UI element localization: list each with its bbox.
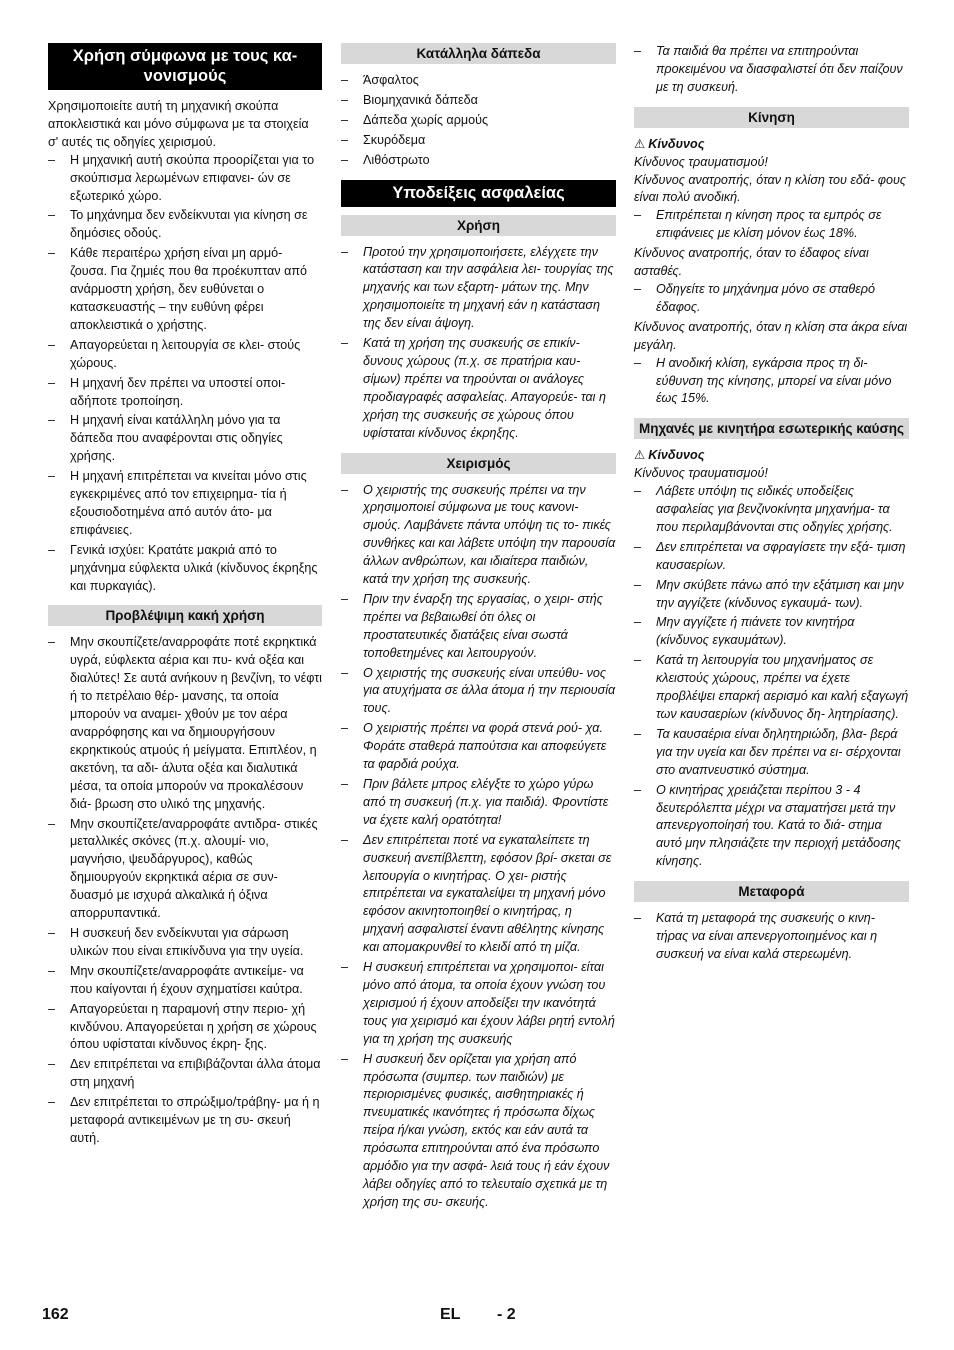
list-item: – Οδηγείτε το μηχάνημα μόνο σε σταθερό έδαφος. [634, 281, 909, 317]
intended-use-list [48, 152, 322, 596]
handling-list [341, 482, 616, 1212]
subsection-title-transport: Μεταφορά [634, 881, 909, 902]
list-item: – Γενικά ισχύει: Κρατάτε μακριά από το μηχάνημα εύφλεκτα υλικά (κίνδυνος έκρηξης και πυρκαγιάς). [48, 542, 322, 596]
list-item: – Δάπεδα χωρίς αρμούς [341, 112, 616, 130]
injury-warning: Κίνδυνος τραυματισμού! [634, 154, 768, 169]
list-item: – Άσφαλτος [341, 72, 616, 90]
list-item: – Μην σκουπίζετε/αναρροφάτε αντικείμε- να που καίγονται ή έχουν σχηματίσει καύτρα. [48, 963, 322, 999]
list-item: – Πριν βάλετε μπρος ελέγξτε το χώρο γύρω από τη συσκευή (π.χ. για παιδιά). Φροντίστε να έχετε καλή ορατότητα! [341, 776, 616, 830]
tip-paragraph: Κίνδυνος ανατροπής, όταν το έδαφος είναι ασταθές. [634, 246, 869, 279]
list-item: – Ο κινητήρας χρειάζεται περίπου 3 - 4 δευτερόλεπτα μέχρι να σταματήσει μετά την απενεργοποίησή του. Κατά το διά- στημα αυτό μην πλησιάζετε την περιοχή μετάδοσης κίνησης. [634, 782, 909, 872]
floors-list [341, 72, 616, 170]
list-item: – Τα καυσαέρια είναι δηλητηριώδη, βλα- βερά για την υγεία και δεν πρέπει να ει- σέρχονται στο αναπνευστικό σύστημα. [634, 726, 909, 780]
list-item: – Λιθόστρωτο [341, 152, 616, 170]
list-item: – Πριν την έναρξη της εργασίας, ο χειρι- στής πρέπει να βεβαιωθεί ότι όλες οι προστατευτικές διατάξεις είναι σωστά τοποθετημένες και λειτουργούν. [341, 591, 616, 663]
subsection-title-motion: Κίνηση [634, 107, 909, 128]
engine-list [634, 483, 909, 871]
subsection-title-floors: Κατάλληλα δάπεδα [341, 43, 616, 64]
list-item: – Σκυρόδεμα [341, 132, 616, 150]
list-item: – Απαγορεύεται η λειτουργία σε κλει- στούς χώρους. [48, 337, 322, 373]
list-item: – Ο χειριστής της συσκευής πρέπει να την χρησιμοποιεί σύμφωνα με τους κανονι- σμούς. Λαμβάνετε πάντα υπόψη τις το- πικές συνθήκες και και λάβετε υπόψη την παρουσία άλλων ανθρώπων, και ιδιαίτερα παιδιών, κατά την χρήση της συσκευής. [341, 482, 616, 589]
subsection-title-use: Χρήση [341, 215, 616, 236]
tip-paragraph: Κίνδυνος ανατροπής, όταν η κλίση του εδά- φους είναι πολύ ανοδική. [634, 172, 907, 205]
list-item: – Ο χειριστής της συσκευής είναι υπεύθυ- νος για ατυχήματα σε άλλα άτομα ή την περιουσία τους. [341, 665, 616, 719]
list-item: – Δεν επιτρέπεται το σπρώξιμο/τράβηγ- μα ή η μεταφορά αντικειμένων με τη συ- σκευή αυτή. [48, 1094, 322, 1148]
subsection-title-misuse: Προβλέψιμη κακή χρήση [48, 605, 322, 626]
list-item: – Το μηχάνημα δεν ενδείκνυται για κίνηση σε δημόσιες οδούς. [48, 207, 322, 243]
list-item: – Τα παιδιά θα πρέπει να επιτηρούνται προκειμένου να διασφαλιστεί ότι δεν παίζουν με τη συσκευή. [634, 43, 909, 97]
warning-triangle-icon: ⚠ [634, 136, 646, 151]
section-title-safety: Υποδείξεις ασφαλείας [341, 180, 616, 207]
children-list [634, 43, 909, 97]
list-item: – Η μηχανική αυτή σκούπα προορίζεται για το σκούπισμα λερωμένων επιφανει- ών σε εξωτερικό χώρο. [48, 152, 322, 206]
list-item: – Η ανοδική κλίση, εγκάρσια προς τη δι- εύθυνση της κίνησης, μπορεί να είναι μόνο έως 15%. [634, 355, 909, 409]
list-item: – Προτού την χρησιμοποιήσετε, ελέγχετε την κατάσταση και την ασφάλεια λει- τουργίας της μηχανής και των εξαρτη- μάτων της. Μην χρησιμοποιείτε τη μηχανή εάν η κατάσταση της δεν είναι άψογη. [341, 244, 616, 334]
list-item: – Κάθε περαιτέρω χρήση είναι μη αρμό- ζουσα. Για ζημιές που θα προέκυπταν από ανάρμοστη χρήση, δεν ευθύνεται ο κατασκευαστής – την ευθύνη φέρει αποκλειστικά ο χρήστης. [48, 245, 322, 335]
list-item: – Μην σκουπίζετε/αναρροφάτε αντιδρα- στικές μεταλλικές σκόνες (π.χ. αλουμί- νιο, μαγνήσιο, ψευδάργυρος), καθώς δημιουργούν εκρηκτικά αέρια σε συν- δυασμό με ισχυρά αλκαλικά ή όξινα απορρυπαντικά. [48, 816, 322, 923]
intro-paragraph: Χρησιμοποιείτε αυτή τη μηχανική σκούπα αποκλειστικά και μόνο σύμφωνα με τα στοιχεία σ' αυτές τις οδηγίες χειρισμού. [48, 99, 309, 149]
list-item: – Βιομηχανικά δάπεδα [341, 92, 616, 110]
list-item: – Απαγορεύεται η παραμονή στην περιο- χή κινδύνου. Απαγορεύεται η χρήση σε χώρους όπου υφίσταται κίνδυνος έκρη- ξης. [48, 1001, 322, 1055]
column-right [634, 43, 909, 966]
list-item: – Λάβετε υπόψη τις ειδικές υποδείξεις ασφαλείας για βενζινοκίνητα μηχανήμα- τα που περιλαμβάνονται στις οδηγίες χρήσης. [634, 483, 909, 537]
use-list [341, 244, 616, 443]
list-item: – Η συσκευή επιτρέπεται να χρησιμοποι- είται μόνο από άτομα, τα οποία έχουν γνώση του χειρισμού ή έχουν αποδείξει την ικανότητά τους για χειρισμό και έχουν λάβει ρητή εντολή για τη χρήση της συσκευής [341, 959, 616, 1049]
injury-warning: Κίνδυνος τραυματισμού! [634, 466, 768, 481]
list-item: – Επιτρέπεται η κίνηση προς τα εμπρός σε επιφάνειες με κλίση μόνον έως 18%. [634, 207, 909, 243]
list-item: – Ο χειριστής πρέπει να φορά στενά ρού- χα. Φοράτε σταθερά παπούτσια και αποφεύγετε τα φαρδιά ρούχα. [341, 720, 616, 774]
list-item: – Δεν επιτρέπεται να σφραγίσετε την εξά- τμιση καυσαερίων. [634, 539, 909, 575]
subsection-title-engines: Μηχανές με κινητήρα εσωτερικής καύσης [634, 418, 909, 439]
transport-list [634, 910, 909, 964]
list-item: – Κατά τη χρήση της συσκευής σε επικίν- δυνους χώρους (π.χ. σε πρατήρια καυ- σίμων) πρέπει να τηρούνται οι ανάλογες προδιαγραφές ασφαλείας. Απαγορεύε- ται η χρήση της συσκευής σε χώρους όπου υφίσταται κίνδυνος έκρηξης. [341, 335, 616, 442]
list-item: – Η μηχανή είναι κατάλληλη μόνο για τα δάπεδα που αναφέρονται στις οδηγίες χρήσης. [48, 412, 322, 466]
list-item: – Η συσκευή δεν ορίζεται για χρήση από πρόσωπα (συμπερ. των παιδιών) με περιορισμένες φυσικές, αισθητηριακές ή πνευματικές ικανότητες ή πρόσωπα δίχως πείρα ή/και γνώση, εκτός και εάν αυτά τα πρόσωπα επιτηρούνται από ένα πρόσωπο αρμόδιο για την ασφά- λειά τους ή εάν έχουν λάβει οδηγίες από το τελευταίο σχετικά με τη χρήση της συ- σκευής. [341, 1051, 616, 1212]
list-item: – Κατά τη μεταφορά της συσκευής ο κινη- τήρας να είναι απενεργοποιημένος και η συσκευή να είναι καλά στερεωμένη. [634, 910, 909, 964]
column-left [48, 43, 322, 1150]
list-item: – Δεν επιτρέπεται να επιβιβάζονται άλλα άτομα στη μηχανή [48, 1056, 322, 1092]
column-middle [341, 43, 616, 1214]
subsection-title-handling: Χειρισμός [341, 453, 616, 474]
section-title-intended-use: Χρήση σύμφωνα με τους κα- νονισμούς [48, 43, 322, 90]
danger-label: ⚠ Κίνδυνος [634, 448, 705, 463]
list-item: – Η μηχανή επιτρέπεται να κινείται μόνο στις εγκεκριμένες από τον επιχειρημα- τία ή εξουσιοδοτημένα από αυτόν άτο- μα επιφάνειες. [48, 468, 322, 540]
danger-label: ⚠ Κίνδυνος [634, 136, 705, 151]
list-item: – Δεν επιτρέπεται ποτέ να εγκαταλείπετε τη συσκευή ανεπίβλεπτη, εφόσον βρί- σκεται σε λειτουργία ο κινητήρας. Ο χει- ριστής επιτρέπεται να εγκαταλείψει τη μηχανή μόνο εφόσον ακινητοποιηθεί ο κινητήρας, η μηχανή ασφαλιστεί έναντι αθέλητης κίνησης και απομακρυνθεί το κλειδί από τη μίζα. [341, 832, 616, 957]
list-item: – Κατά τη λειτουργία του μηχανήματος σε κλειστούς χώρους, πρέπει να έχετε προβλέψει επαρκή αερισμό και καλή εξαγωγή των καυσαερίων (κίνδυνος δη- λητηρίασης). [634, 652, 909, 724]
list-item: – Μην σκύβετε πάνω από την εξάτμιση και μην την αγγίζετε (κίνδυνος εγκαυμά- των). [634, 577, 909, 613]
tip-paragraph: Κίνδυνος ανατροπής, όταν η κλίση στα άκρα είναι μεγάλη. [634, 319, 908, 352]
warning-triangle-icon: ⚠ [634, 448, 646, 463]
list-item: – Μην σκουπίζετε/αναρροφάτε ποτέ εκρηκτικά υγρά, εύφλεκτα αέρια και πυ- κνά οξέα και διαλύτες! Σε αυτά ανήκουν η βενζίνη, το νέφτι ή το πετρέλαιο θέρ- μανσης, τα οποία μπορούν να αναμει- χθούν με τον αέρα αναρρόφησης και να δημιουργήσουν εκρηκτικούς ατμούς ή μείγματα. Επιπλέον, η ακετόνη, τα αδι- άλυτα οξέα και διαλυτικά μέσα, τα οποία μπορούν να προκαλέσουν διά- βρωση στο υλικό της μηχανής. [48, 634, 322, 813]
page-number: 162 [42, 1306, 69, 1323]
list-item: – Η συσκευή δεν ενδείκνυται για σάρωση υλικών που είναι επικίνδυνα για την υγεία. [48, 925, 322, 961]
section-number: - 2 [497, 1306, 516, 1323]
list-item: – Η μηχανή δεν πρέπει να υποστεί οποι- αδήποτε τροποίηση. [48, 375, 322, 411]
language-code: EL [440, 1306, 461, 1323]
list-item: – Μην αγγίζετε ή πιάνετε τον κινητήρα (κίνδυνος εγκαυμάτων). [634, 614, 909, 650]
misuse-list [48, 634, 322, 1147]
